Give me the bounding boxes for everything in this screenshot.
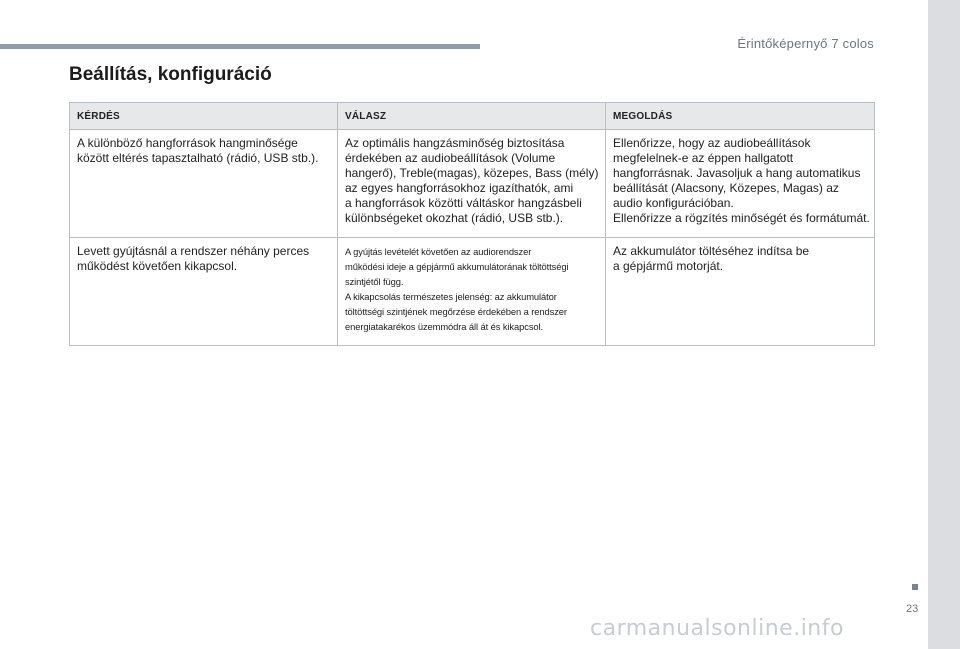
text-line: energiatakarékos üzemmódra áll át és kikapcsol. (345, 321, 544, 332)
table-header-row (70, 103, 875, 130)
text-line: Levett gyújtásnál a rendszer néhány perces (77, 244, 310, 258)
text-line: hangerő), Treble(magas), közepes, Bass (mély) (345, 166, 599, 180)
question-cell (70, 130, 338, 238)
text-line: Az optimális hangzásminőség biztosítása (345, 136, 565, 150)
text-line: a gépjármű motorját. (613, 259, 724, 273)
text-line: Ellenőrizze, hogy az audiobeállítások (613, 136, 811, 150)
text-line: az egyes hangforrásokhoz igazíthatók, ami (345, 181, 574, 195)
text-line: különbségeket okozhat (rádió, USB stb.). (345, 211, 564, 225)
text-line: töltöttségi szintjének megőrzése érdekében a rendszer (345, 306, 567, 317)
page-side-strip (928, 0, 960, 649)
text-line: A kikapcsolás természetes jelenség: az akkumulátor (345, 291, 557, 302)
section-header-title: Érintőképernyő 7 colos (737, 36, 874, 51)
table-row (70, 130, 875, 238)
text-line: működést követően kikapcsol. (77, 259, 238, 273)
page-title: Beállítás, konfiguráció (69, 64, 272, 85)
column-header-answer: VÁLASZ (338, 103, 606, 130)
text-line: működési ideje a gépjármű akkumulátorának töltöttségi (345, 261, 569, 272)
text-line: beállítását (Alacsony, Közepes, Magas) az (613, 181, 839, 195)
answer-cell (338, 238, 606, 346)
column-header-question: KÉRDÉS (70, 103, 338, 130)
text-line: között eltérés tapasztalható (rádió, USB stb.). (77, 151, 319, 165)
column-header-solution: MEGOLDÁS (606, 103, 875, 130)
text-line: szintjétől függ. (345, 276, 404, 287)
text-line: Ellenőrizze a rögzítés minőségét és formátumát. (613, 211, 870, 225)
question-cell (70, 238, 338, 346)
text-line: A gyújtás levételét követően az audiorendszer (345, 246, 532, 257)
header-rule (0, 44, 480, 49)
troubleshooting-table (69, 102, 875, 346)
text-line: Az akkumulátor töltéséhez indítsa be (613, 244, 810, 258)
text-line: a hangforrások közötti váltáskor hangzásbeli (345, 196, 582, 210)
table-row (70, 238, 875, 346)
text-line: hangforrásnak. Javasoljuk a hang automatikus (613, 166, 861, 180)
text-line: A különböző hangforrások hangminősége (77, 136, 298, 150)
text-line: megfelelnek-e az éppen hallgatott (613, 151, 794, 165)
watermark-text: carmanualsonline.info (590, 616, 844, 641)
text-line: audio konfigurációban. (613, 196, 734, 210)
page-number: 23 (906, 603, 919, 615)
solution-cell (606, 238, 875, 346)
page-marker-dot (912, 584, 918, 590)
solution-cell (606, 130, 875, 238)
text-line: érdekében az audiobeállítások (Volume (345, 151, 556, 165)
answer-cell (338, 130, 606, 238)
